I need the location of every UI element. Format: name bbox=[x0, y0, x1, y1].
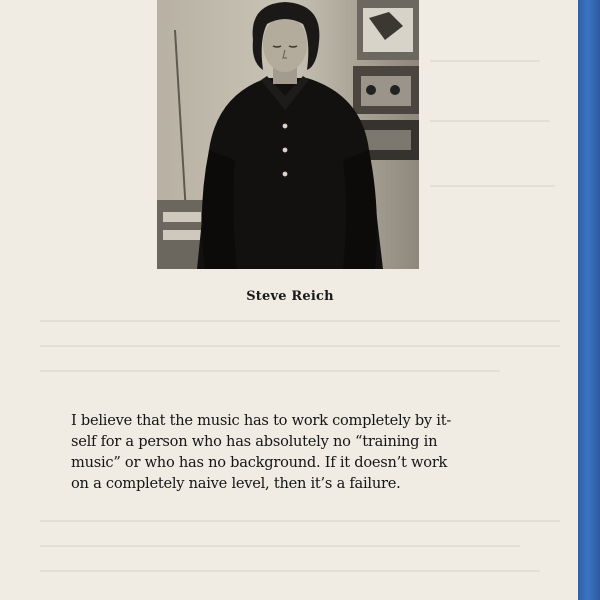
quote-line: self for a person who has absolutely no “training in bbox=[71, 433, 438, 450]
book-cover-edge bbox=[578, 0, 600, 600]
bleed-through-line bbox=[40, 545, 520, 547]
bleed-through-line bbox=[430, 120, 550, 122]
bleed-through-line bbox=[40, 570, 540, 572]
bleed-through-line bbox=[430, 185, 555, 187]
quote-block bbox=[71, 410, 541, 494]
quote-line: music” or who has no background. If it doesn’t work bbox=[71, 454, 448, 471]
bleed-through-line bbox=[430, 60, 540, 62]
portrait-illustration bbox=[157, 0, 419, 269]
bleed-through-line bbox=[40, 520, 560, 522]
photo-caption: Steve Reich bbox=[246, 289, 334, 304]
quote-line: on a completely naive level, then it’s a failure. bbox=[71, 475, 401, 492]
portrait-photo bbox=[157, 0, 419, 269]
bleed-through-line bbox=[40, 320, 560, 322]
quote-line: I believe that the music has to work completely by it- bbox=[71, 412, 452, 429]
bleed-through-line bbox=[40, 345, 560, 347]
bleed-through-line bbox=[40, 370, 500, 372]
